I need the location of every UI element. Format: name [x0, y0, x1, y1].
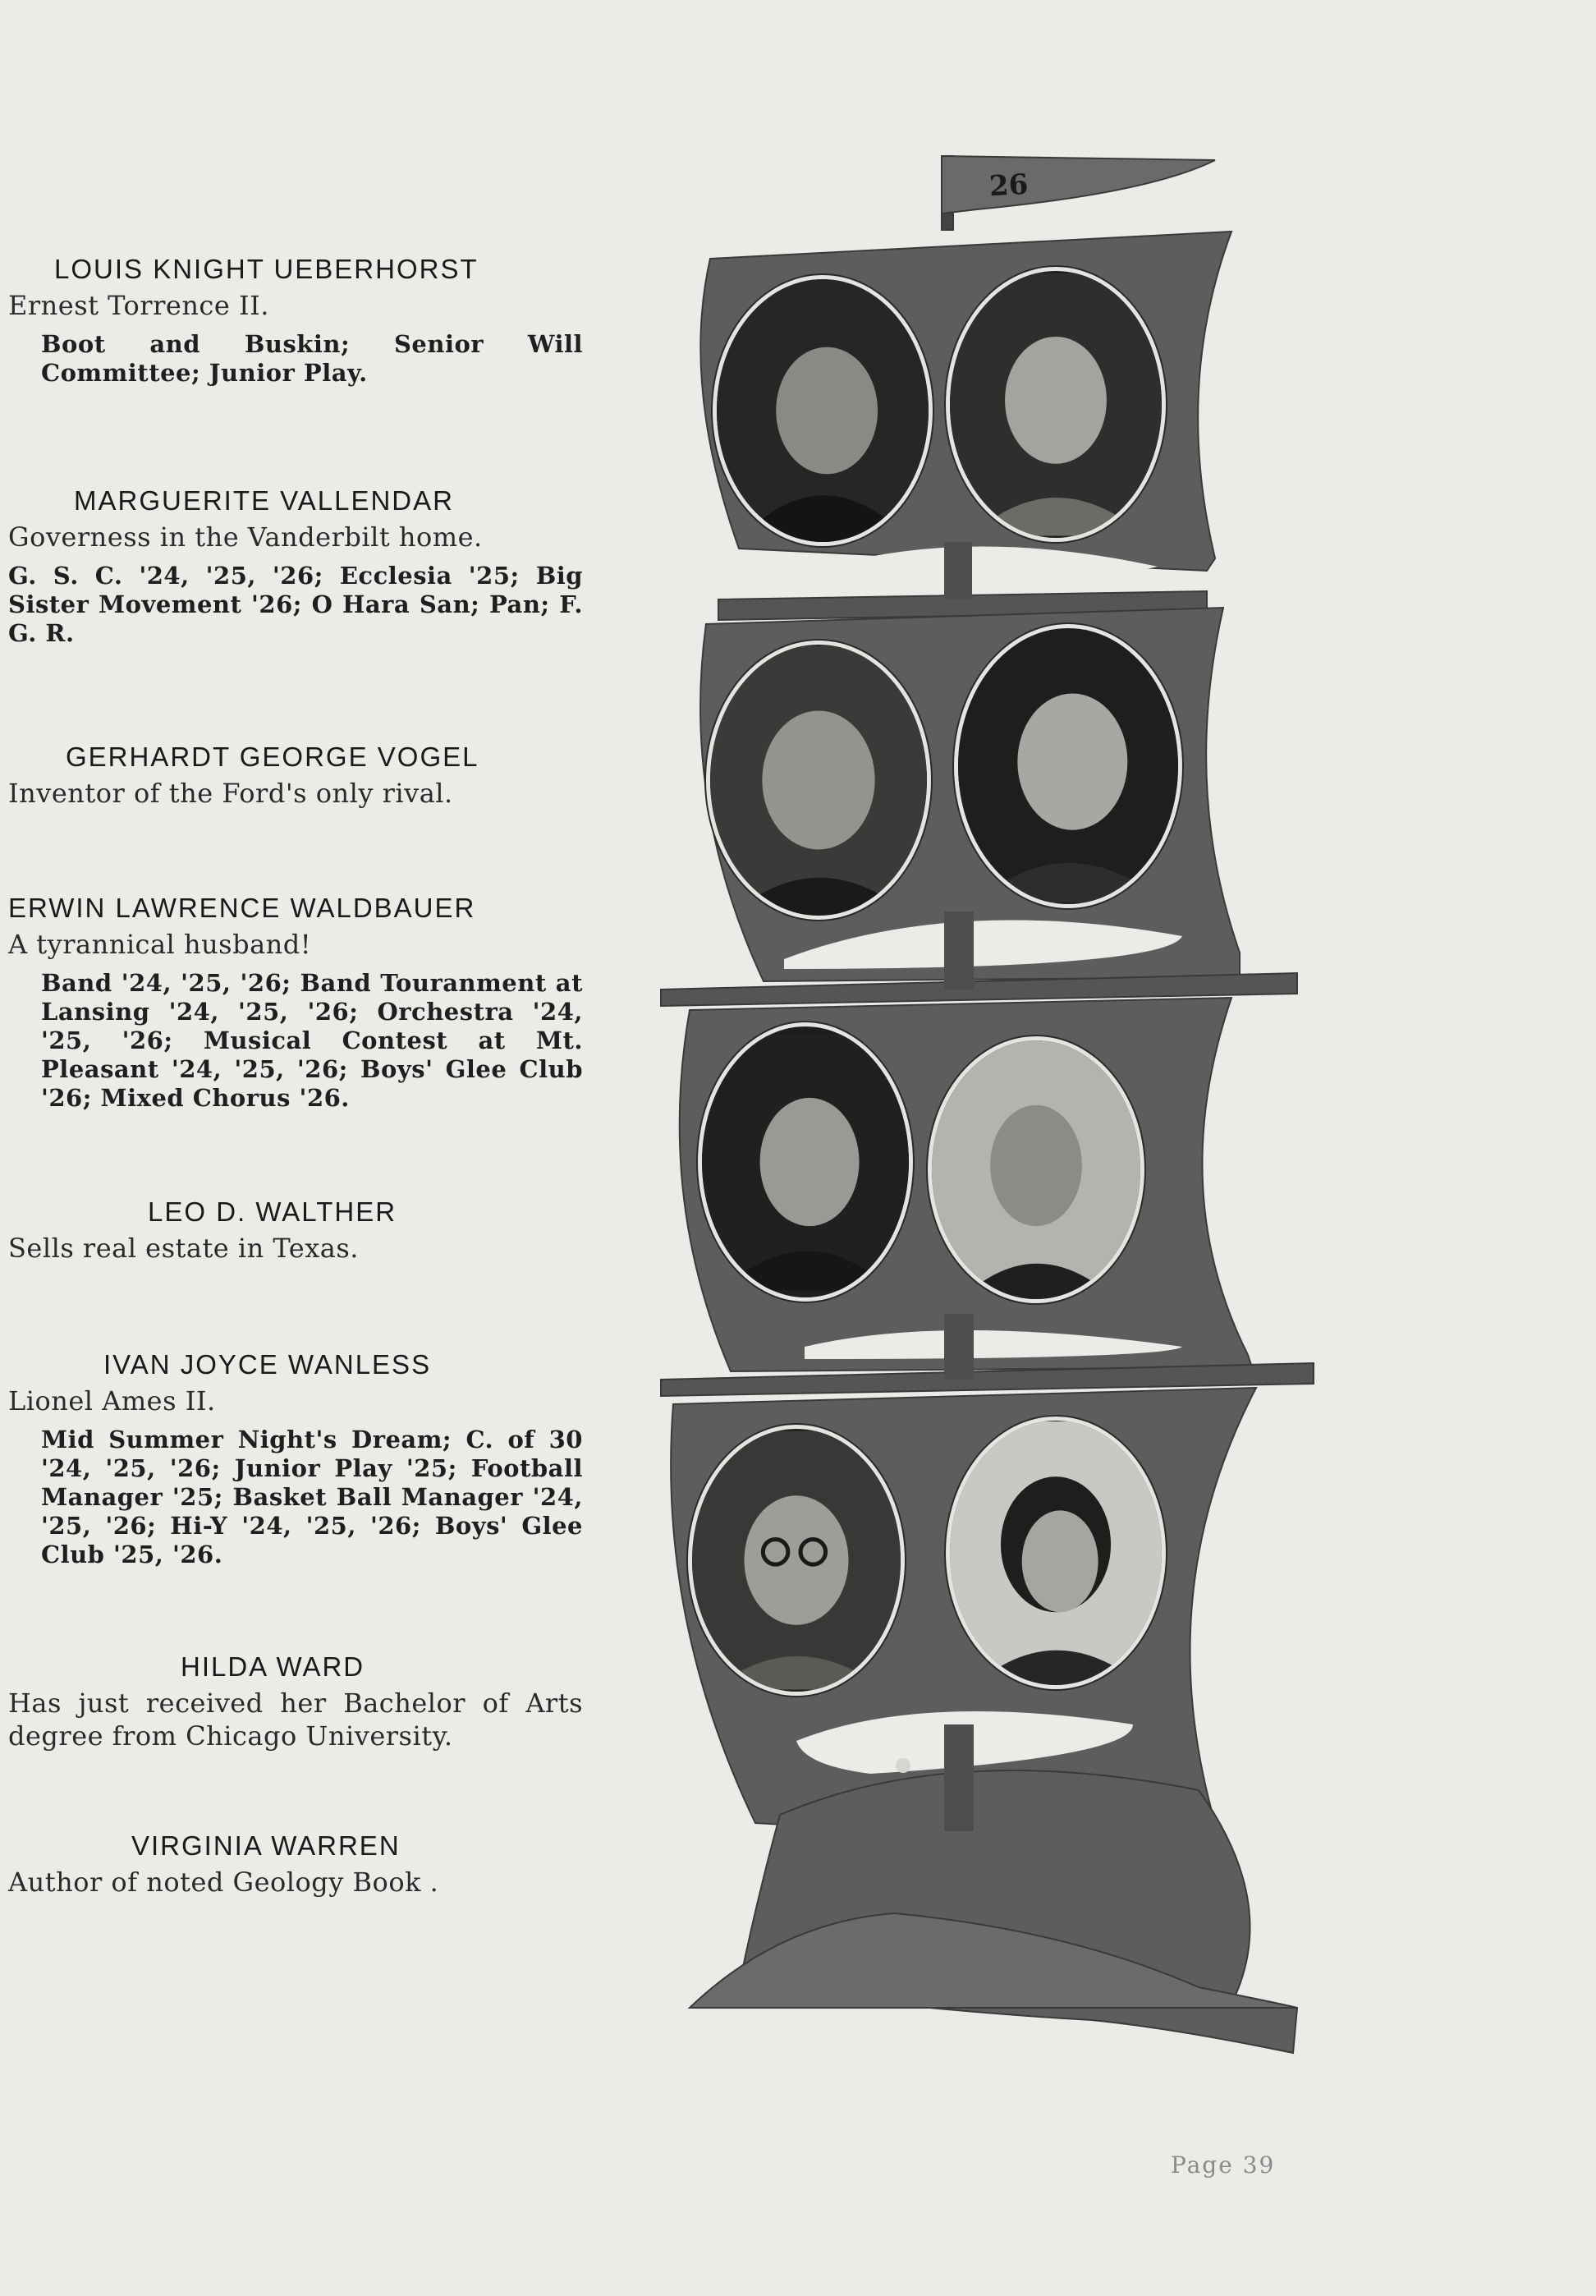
ship-hull	[739, 1770, 1297, 2053]
student-prophecy: Has just received her Bachelor of Arts degree from Chicago University.	[8, 1688, 583, 1752]
student-name: IVAN JOYCE WANLESS	[103, 1349, 432, 1380]
portrait-photo	[717, 279, 929, 542]
portrait-photo	[958, 628, 1178, 904]
portrait-photo	[950, 271, 1162, 538]
student-prophecy: A tyrannical husband!	[8, 929, 312, 960]
portrait-ueberhorst	[713, 275, 933, 546]
student-activities: Band '24, '25, '26; Band Touranment at Lansing '24, '25, '26; Orchestra '24, '25, '26; Musical Contest at Mt. Pleasant '24, '25, '26; Boys' Glee Club '26; Mixed Chorus '26.	[41, 969, 583, 1112]
student-name: ERWIN LAWRENCE WALDBAUER	[8, 893, 476, 923]
portrait-photo	[950, 1421, 1162, 1685]
student-name: LEO D. WALTHER	[148, 1196, 397, 1227]
student-name: MARGUERITE VALLENDAR	[74, 485, 454, 516]
student-name: HILDA WARD	[181, 1651, 365, 1682]
student-prophecy: Governess in the Vanderbilt home.	[8, 521, 483, 553]
student-name: GERHARDT GEORGE VOGEL	[66, 742, 479, 772]
student-prophecy: Lionel Ames II.	[8, 1385, 216, 1417]
student-prophecy: Author of noted Geology Book .	[8, 1867, 439, 1898]
student-activities: Mid Summer Night's Dream; C. of 30 '24, '25, '26; Junior Play '25; Football Manager '25; Basket Ball Manager '24, '25, '26; Hi-Y '24, '25, '26; Boys' Glee Club '25, '26.	[41, 1426, 583, 1568]
portrait-warren	[946, 1417, 1166, 1689]
portrait-photo	[692, 1429, 901, 1692]
student-name: VIRGINIA WARREN	[131, 1830, 401, 1861]
portrait-photo	[710, 645, 927, 916]
portrait-vallendar	[946, 267, 1166, 542]
portrait-ward	[688, 1425, 905, 1696]
student-prophecy: Ernest Torrence II.	[8, 290, 269, 321]
student-activities: G. S. C. '24, '25, '26; Ecclesia '25; Big Sister Movement '26; O Hara San; Pan; F. G. R.	[8, 562, 583, 647]
portrait-waldbauer	[954, 624, 1182, 908]
portrait-wanless	[928, 1036, 1144, 1303]
portrait-vogel	[706, 641, 931, 920]
student-name: LOUIS KNIGHT UEBERHORST	[54, 254, 479, 284]
flag-pennant	[942, 156, 1215, 214]
portrait-walther	[698, 1022, 913, 1302]
portrait-photo	[932, 1040, 1140, 1299]
page-number: Page 39	[1171, 2151, 1276, 2179]
flag-number: 26	[988, 168, 1030, 204]
student-prophecy: Inventor of the Ford's only rival.	[8, 778, 453, 809]
portrait-photo	[702, 1026, 909, 1297]
student-activities: Boot and Buskin; Senior Will Committee; Junior Play.	[41, 330, 583, 387]
student-prophecy: Sells real estate in Texas.	[8, 1233, 359, 1264]
